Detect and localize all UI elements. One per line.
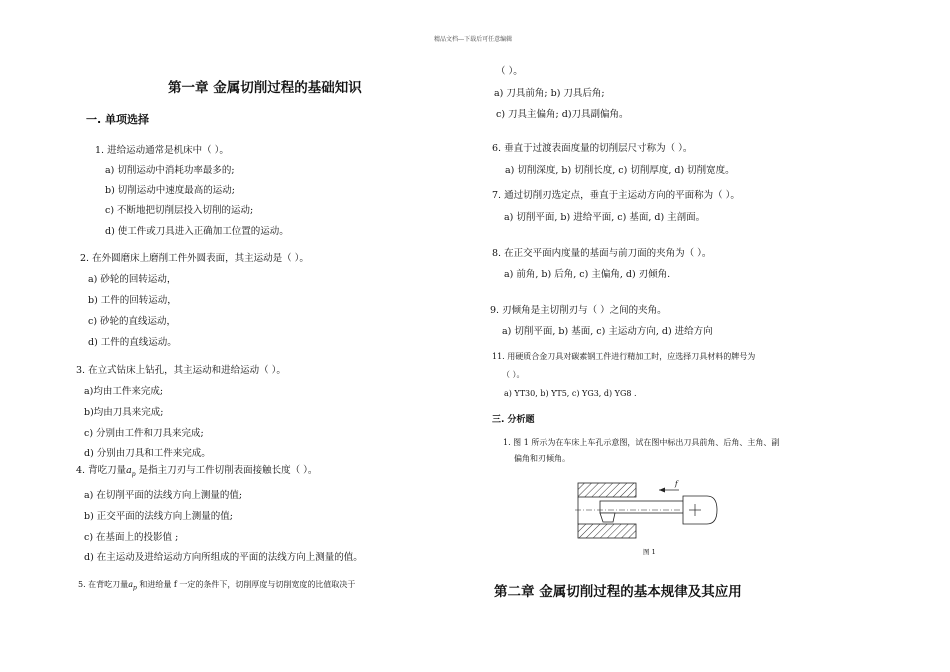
q1-option-a: a) 切削运动中消耗功率最多的; <box>105 165 235 176</box>
q11-answer-blank: （ ）。 <box>502 370 525 379</box>
q2-option-a: a) 砂轮的回转运动， <box>88 274 177 285</box>
q8-stem: 8. 在正交平面内度量的基面与前刀面的夹角为（ ）。 <box>492 248 712 259</box>
q5-answer-blank: （ ）。 <box>496 66 523 77</box>
q7-stem: 7. 通过切削刃选定点，垂直于主运动方向的平面称为（ ）。 <box>492 190 740 201</box>
tool-tip <box>600 513 615 522</box>
q5-stem: 5. 在背吃刀量$a_p$ 和进给量 f 一定的条件下，切削厚度与切削宽度的比值取决于 <box>78 580 356 592</box>
q4-stem: 4. 背吃刀量$a_p$ 是指主刀刃与工件切削表面接触长度（ ）。 <box>76 465 318 478</box>
q3-option-c: c) 分别由工件和刀具来完成; <box>84 428 204 439</box>
q4-option-a: a) 在切削平面的法线方向上测量的值; <box>84 490 243 501</box>
analysis-q1-line2: 偏角和刃倾角。 <box>514 454 570 463</box>
q9-stem: 9. 刃倾角是主切削刃与（ ）之间的夹角。 <box>490 305 667 316</box>
q9-options: a) 切削平面, b) 基面, c) 主运动方向, d) 进给方向 <box>502 326 713 337</box>
section-1-title: 一. 单项选择 <box>86 113 150 126</box>
depth-of-cut-symbol: $a_p$ <box>128 580 137 592</box>
q3-stem: 3. 在立式钻床上钻孔，其主运动和进给运动（ ）。 <box>76 365 286 376</box>
workpiece-top-section <box>578 483 636 497</box>
q1-option-d: d) 使工件或刀具进入正确加工位置的运动。 <box>105 226 289 237</box>
q5-options-line2: c) 刀具主偏角; d)刀具副偏角。 <box>496 109 629 120</box>
q1-option-b: b) 切削运动中速度最高的运动; <box>105 185 236 196</box>
q2-stem: 2. 在外圆磨床上磨削工件外圆表面，其主运动是（ ）。 <box>80 253 309 264</box>
q6-options: a) 切削深度, b) 切削长度, c) 切削厚度, d) 切削宽度。 <box>505 165 735 176</box>
figure-caption: 图 1 <box>643 548 656 556</box>
q6-stem: 6. 垂直于过渡表面度量的切削层尺寸称为（ ）。 <box>492 143 693 154</box>
section-3-title: 三. 分析题 <box>492 415 535 425</box>
q11-options: a) YT30, b) YT5, c) YG3, d) YG8 . <box>504 389 637 398</box>
lathe-boring-figure <box>575 478 725 548</box>
page-header: 精品文档---下载后可任意编辑 <box>434 36 513 43</box>
q4-option-d: d) 在主运动及进给运动方向所组成的平面的法线方向上测量的值。 <box>84 552 363 563</box>
chapter-2-title: 第二章 金属切削过程的基本规律及其应用 <box>494 584 742 600</box>
feed-label: f <box>675 480 678 488</box>
boring-bar <box>600 501 695 513</box>
q5-options-line1: a) 刀具前角; b) 刀具后角; <box>494 88 605 99</box>
chapter-1-title: 第一章 金属切削过程的基础知识 <box>168 80 362 96</box>
q8-options: a) 前角, b) 后角, c) 主偏角, d) 刃倾角. <box>504 269 671 280</box>
q3-option-d: d) 分别由刀具和工件来完成。 <box>84 448 211 459</box>
depth-of-cut-symbol: $a_p$ <box>126 465 136 478</box>
q2-option-b: b) 工件的回转运动， <box>88 295 177 306</box>
q11-stem: 11. 用硬质合金刀具对碳素钢工件进行精加工时，应选择刀具材料的牌号为 <box>492 352 756 361</box>
workpiece-bottom-section <box>578 524 636 538</box>
q2-option-c: c) 砂轮的直线运动， <box>88 316 177 327</box>
q1-option-c: c) 不断地把切削层投入切削的运动; <box>105 205 254 216</box>
q7-options: a) 切削平面, b) 进给平面, c) 基面, d) 主剖面。 <box>504 212 706 223</box>
q2-option-d: d) 工件的直线运动。 <box>88 337 177 348</box>
q1-stem: 1. 进给运动通常是机床中（ ）。 <box>95 145 229 156</box>
q4-option-b: b) 正交平面的法线方向上测量的值; <box>84 511 234 522</box>
q4-option-c: c) 在基面上的投影值 ; <box>84 532 179 543</box>
q3-option-a: a)均由工件来完成; <box>84 386 164 397</box>
analysis-q1-line1: 1. 图 1 所示为在车床上车孔示意图，试在图中标出刀具前角、后角、主角、副 <box>503 438 780 447</box>
q3-option-b: b)均由刀具来完成; <box>84 407 164 418</box>
